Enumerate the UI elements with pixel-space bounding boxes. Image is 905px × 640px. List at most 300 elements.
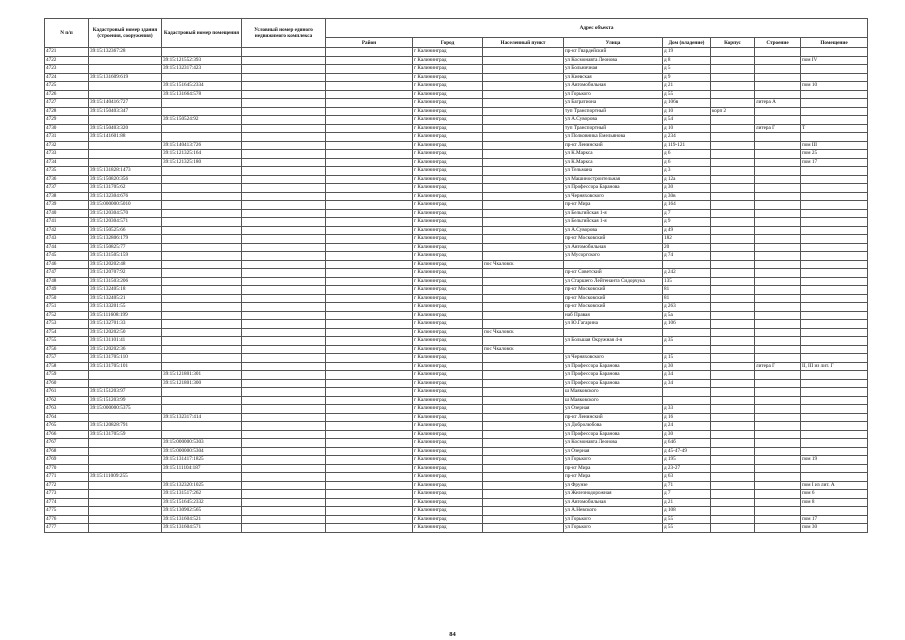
cell-cond-complex: [242, 124, 326, 133]
cell-room: [801, 371, 868, 380]
table-row: [45, 107, 868, 116]
cell-district: [326, 388, 413, 397]
cell-cad-building: 39:15:000000:5375: [89, 405, 162, 414]
cell-stroenie: [755, 405, 801, 414]
cell-settlement: [483, 209, 564, 218]
cell-cond-complex: [242, 337, 326, 346]
cell-num: 4755: [45, 337, 89, 346]
cell-cad-building: 39:15:131828:1473: [89, 167, 162, 176]
cell-num: 4773: [45, 490, 89, 499]
cell-district: [326, 320, 413, 329]
cell-num: 4764: [45, 413, 89, 422]
table-row: [45, 99, 868, 108]
cell-room: пом III: [801, 141, 868, 150]
cell-settlement: [483, 218, 564, 227]
cell-cad-room: [162, 311, 242, 320]
cell-korpus: [711, 243, 755, 252]
cell-num: 4777: [45, 524, 89, 533]
cell-cad-building: [89, 90, 162, 99]
cell-house: д 30: [663, 430, 711, 439]
cell-cad-room: [162, 124, 242, 133]
cell-street: ул Автомобильная: [564, 498, 663, 507]
cell-stroenie: литера А: [755, 99, 801, 108]
cell-stroenie: [755, 498, 801, 507]
table-row: [45, 73, 868, 82]
table-row: [45, 337, 868, 346]
cell-korpus: [711, 277, 755, 286]
cell-korpus: [711, 218, 755, 227]
cell-cad-room: [162, 260, 242, 269]
cell-stroenie: [755, 167, 801, 176]
cell-cad-building: 39:15:131609:619: [89, 73, 162, 82]
cell-settlement: [483, 498, 564, 507]
cell-room: [801, 218, 868, 227]
cell-city: г Калининград: [413, 294, 483, 303]
cell-city: г Калининград: [413, 371, 483, 380]
cell-settlement: [483, 362, 564, 371]
cell-cad-room: [162, 201, 242, 210]
cell-district: [326, 456, 413, 465]
cell-city: г Калининград: [413, 515, 483, 524]
cell-cond-complex: [242, 226, 326, 235]
cell-stroenie: [755, 473, 801, 482]
cell-district: [326, 73, 413, 82]
cell-room: [801, 286, 868, 295]
cell-district: [326, 430, 413, 439]
cell-stroenie: [755, 201, 801, 210]
cell-num: 4723: [45, 65, 89, 74]
cell-district: [326, 507, 413, 516]
cell-stroenie: [755, 396, 801, 405]
cell-settlement: [483, 473, 564, 482]
cell-street: ул Мусоргского: [564, 252, 663, 261]
cell-room: пом 10: [801, 82, 868, 91]
cell-korpus: [711, 430, 755, 439]
cell-num: 4726: [45, 90, 89, 99]
cell-cad-room: 39:15:121325:164: [162, 150, 242, 159]
cell-cond-complex: [242, 311, 326, 320]
cell-korpus: [711, 515, 755, 524]
cell-num: 4740: [45, 209, 89, 218]
cell-street: ул К.Маркса: [564, 158, 663, 167]
cell-cad-building: [89, 65, 162, 74]
cell-korpus: [711, 311, 755, 320]
cell-cad-room: [162, 396, 242, 405]
cell-cad-building: 39:15:120828:791: [89, 422, 162, 431]
cell-district: [326, 252, 413, 261]
object-address-table: [44, 18, 868, 533]
cell-city: г Калининград: [413, 277, 483, 286]
table-row: [45, 498, 868, 507]
cell-street: ул Автомобильная: [564, 243, 663, 252]
cell-cond-complex: [242, 175, 326, 184]
cell-cond-complex: [242, 65, 326, 74]
cell-house: д 234: [663, 133, 711, 142]
cell-cad-room: [162, 218, 242, 227]
cell-street: ул Бельгийская 1-я: [564, 209, 663, 218]
cell-street: пр-кт Советский: [564, 269, 663, 278]
cell-room: [801, 90, 868, 99]
cell-house: [663, 396, 711, 405]
registry-sheet: [44, 18, 867, 533]
cell-room: [801, 209, 868, 218]
cell-cond-complex: [242, 116, 326, 125]
cell-num: 4750: [45, 294, 89, 303]
cell-settlement: [483, 133, 564, 142]
cell-cad-building: [89, 371, 162, 380]
cell-street: туп Транспортный: [564, 124, 663, 133]
cell-house: [663, 260, 711, 269]
cell-settlement: [483, 243, 564, 252]
cell-cad-building: 39:15:120202:48: [89, 260, 162, 269]
cell-district: [326, 439, 413, 448]
cell-cad-building: 39:15:150403:347: [89, 107, 162, 116]
header-city: Город: [413, 38, 483, 48]
cell-district: [326, 201, 413, 210]
cell-city: г Калининград: [413, 439, 483, 448]
cell-cond-complex: [242, 456, 326, 465]
cell-house: д 242: [663, 269, 711, 278]
table-row: [45, 150, 868, 159]
cell-cad-room: [162, 99, 242, 108]
cell-house: д 71: [663, 481, 711, 490]
cell-settlement: [483, 124, 564, 133]
cell-num: 4748: [45, 277, 89, 286]
cell-city: г Калининград: [413, 498, 483, 507]
cell-cad-room: 39:15:131664:578: [162, 90, 242, 99]
page-number: 84: [449, 631, 456, 638]
cell-cad-building: [89, 464, 162, 473]
cell-street: ул Горького: [564, 515, 663, 524]
cell-num: 4729: [45, 116, 89, 125]
cell-city: г Калининград: [413, 107, 483, 116]
cell-cond-complex: [242, 235, 326, 244]
cell-stroenie: [755, 107, 801, 116]
cell-district: [326, 337, 413, 346]
cell-district: [326, 226, 413, 235]
cell-cad-building: 39:15:132701:33: [89, 320, 162, 329]
cell-settlement: [483, 56, 564, 65]
cell-korpus: [711, 99, 755, 108]
cell-cad-room: 39:15:131417:1825: [162, 456, 242, 465]
cell-room: [801, 73, 868, 82]
cell-room: [801, 184, 868, 193]
cell-cond-complex: [242, 209, 326, 218]
cell-num: 4763: [45, 405, 89, 414]
cell-room: [801, 201, 868, 210]
cell-cond-complex: [242, 490, 326, 499]
header-korpus: Корпус: [711, 38, 755, 48]
cell-room: пом 17: [801, 158, 868, 167]
cell-district: [326, 498, 413, 507]
cell-city: г Калининград: [413, 82, 483, 91]
table-row: [45, 116, 868, 125]
cell-settlement: [483, 286, 564, 295]
cell-cad-room: [162, 252, 242, 261]
cell-stroenie: [755, 328, 801, 337]
cell-district: [326, 184, 413, 193]
cell-house: д 9: [663, 73, 711, 82]
cell-room: [801, 48, 868, 57]
cell-house: д 108: [663, 507, 711, 516]
cell-cad-building: 39:15:131101:41: [89, 337, 162, 346]
cell-num: 4745: [45, 252, 89, 261]
cell-korpus: [711, 167, 755, 176]
cell-korpus: [711, 447, 755, 456]
cell-city: г Калининград: [413, 73, 483, 82]
cell-num: 4769: [45, 456, 89, 465]
header-street: Улица: [564, 38, 663, 48]
cell-cad-room: 39:15:121552:393: [162, 56, 242, 65]
cell-cad-building: [89, 447, 162, 456]
cell-settlement: [483, 82, 564, 91]
cell-num: 4732: [45, 141, 89, 150]
cell-district: [326, 396, 413, 405]
cell-cond-complex: [242, 498, 326, 507]
cell-street: ш Маяковского: [564, 396, 663, 405]
cell-cad-building: 39:15:111608:199: [89, 311, 162, 320]
cell-city: г Калининград: [413, 124, 483, 133]
cell-cond-complex: [242, 396, 326, 405]
cell-city: г Калининград: [413, 48, 483, 57]
cell-cad-room: [162, 209, 242, 218]
cell-district: [326, 235, 413, 244]
cell-house: д 10: [663, 107, 711, 116]
cell-cad-room: [162, 422, 242, 431]
cell-cad-building: 39:15:131705:110: [89, 354, 162, 363]
cell-cond-complex: [242, 464, 326, 473]
cell-city: г Калининград: [413, 490, 483, 499]
cell-stroenie: литера Г: [755, 362, 801, 371]
cell-district: [326, 141, 413, 150]
cell-stroenie: [755, 294, 801, 303]
cell-settlement: [483, 507, 564, 516]
cell-house: д 106: [663, 320, 711, 329]
cell-settlement: [483, 107, 564, 116]
cell-cad-room: [162, 226, 242, 235]
cell-stroenie: [755, 303, 801, 312]
cell-num: 4759: [45, 371, 89, 380]
cell-cad-building: [89, 498, 162, 507]
cell-cad-room: 39:15:131517:262: [162, 490, 242, 499]
cell-house: [663, 328, 711, 337]
cell-cond-complex: [242, 362, 326, 371]
cell-cad-room: 39:15:140413:726: [162, 141, 242, 150]
cell-house: д 63: [663, 473, 711, 482]
cell-district: [326, 405, 413, 414]
cell-stroenie: [755, 337, 801, 346]
table-row: [45, 473, 868, 482]
cell-room: [801, 337, 868, 346]
cell-cad-room: 39:15:000000:5304: [162, 447, 242, 456]
cell-house: д 16: [663, 413, 711, 422]
cell-city: г Калининград: [413, 388, 483, 397]
cell-street: ул Горького: [564, 90, 663, 99]
cell-room: пом 8: [801, 498, 868, 507]
cell-house: д 35: [663, 337, 711, 346]
cell-stroenie: [755, 90, 801, 99]
cell-cad-building: [89, 490, 162, 499]
cell-settlement: [483, 158, 564, 167]
cell-street: ш Маяковского: [564, 388, 663, 397]
cell-num: 4741: [45, 218, 89, 227]
cell-house: д 45-47-49: [663, 447, 711, 456]
cell-stroenie: [755, 73, 801, 82]
cell-house: д 55: [663, 515, 711, 524]
cell-room: пом 30: [801, 524, 868, 533]
cell-cad-building: 39:15:120202:36: [89, 345, 162, 354]
cell-city: г Калининград: [413, 218, 483, 227]
cell-settlement: [483, 371, 564, 380]
cell-house: д 10: [663, 124, 711, 133]
cell-city: г Калининград: [413, 150, 483, 159]
cell-settlement: [483, 354, 564, 363]
cell-street: пр-кт Московский: [564, 235, 663, 244]
cell-cad-room: 39:15:131604:521: [162, 515, 242, 524]
cell-city: г Калининград: [413, 90, 483, 99]
cell-stroenie: [755, 158, 801, 167]
cell-city: г Калининград: [413, 422, 483, 431]
cell-stroenie: [755, 235, 801, 244]
cell-cond-complex: [242, 388, 326, 397]
cell-cad-building: 39:15:120202:50: [89, 328, 162, 337]
cell-cad-room: [162, 320, 242, 329]
cell-city: г Калининград: [413, 158, 483, 167]
cell-cond-complex: [242, 269, 326, 278]
cell-house: 135: [663, 277, 711, 286]
cell-street: ул Профессора Баранова: [564, 430, 663, 439]
table-row: [45, 379, 868, 388]
cell-house: д 9: [663, 218, 711, 227]
cell-cad-building: [89, 413, 162, 422]
cell-stroenie: [755, 48, 801, 57]
cell-cond-complex: [242, 218, 326, 227]
cell-room: [801, 133, 868, 142]
cell-stroenie: [755, 464, 801, 473]
cell-cad-building: [89, 150, 162, 159]
cell-cad-room: 39:15:132320:1025: [162, 481, 242, 490]
cell-settlement: [483, 99, 564, 108]
cell-num: 4722: [45, 56, 89, 65]
cell-house: д 55: [663, 524, 711, 533]
cell-num: 4760: [45, 379, 89, 388]
table-row: [45, 158, 868, 167]
cell-street: ул Космонавта Леонова: [564, 439, 663, 448]
cell-cad-building: 39:15:000000:5010: [89, 201, 162, 210]
cell-cond-complex: [242, 524, 326, 533]
cell-korpus: [711, 286, 755, 295]
cell-cad-room: [162, 354, 242, 363]
cell-num: 4742: [45, 226, 89, 235]
cell-cad-building: 39:15:131705:59: [89, 430, 162, 439]
table-row: [45, 209, 868, 218]
cell-settlement: [483, 481, 564, 490]
header-house: Дом (владение): [663, 38, 711, 48]
cell-num: 4744: [45, 243, 89, 252]
cell-city: г Калининград: [413, 362, 483, 371]
cell-stroenie: [755, 490, 801, 499]
cell-house: д 7: [663, 490, 711, 499]
cell-house: д 8: [663, 56, 711, 65]
cell-city: г Калининград: [413, 464, 483, 473]
cell-cad-room: [162, 48, 242, 57]
cell-cond-complex: [242, 141, 326, 150]
cell-settlement: [483, 192, 564, 201]
cell-settlement: [483, 175, 564, 184]
cell-korpus: [711, 328, 755, 337]
cell-korpus: [711, 337, 755, 346]
table-row: [45, 201, 868, 210]
cell-korpus: [711, 141, 755, 150]
cell-district: [326, 379, 413, 388]
cell-cond-complex: [242, 439, 326, 448]
cell-cad-building: 39:15:150403:320: [89, 124, 162, 133]
cell-cad-building: 39:15:150825:77: [89, 243, 162, 252]
table-row: [45, 396, 868, 405]
cell-cond-complex: [242, 252, 326, 261]
cell-room: [801, 116, 868, 125]
cell-korpus: [711, 260, 755, 269]
cell-korpus: [711, 226, 755, 235]
cell-cad-building: 39:15:141601:88: [89, 133, 162, 142]
cell-stroenie: [755, 481, 801, 490]
cell-korpus: [711, 82, 755, 91]
cell-korpus: [711, 294, 755, 303]
cell-cad-room: [162, 286, 242, 295]
cell-cond-complex: [242, 345, 326, 354]
table-row: [45, 413, 868, 422]
cell-cad-building: 39:15:131705:101: [89, 362, 162, 371]
cell-stroenie: [755, 65, 801, 74]
cell-stroenie: [755, 430, 801, 439]
cell-district: [326, 354, 413, 363]
cell-num: 4734: [45, 158, 89, 167]
cell-city: г Калининград: [413, 379, 483, 388]
cell-house: д 33: [663, 405, 711, 414]
cell-street: ул К.Маркса: [564, 150, 663, 159]
cell-korpus: [711, 235, 755, 244]
cell-korpus: [711, 473, 755, 482]
table-row: [45, 524, 868, 533]
cell-cad-room: [162, 430, 242, 439]
cell-district: [326, 481, 413, 490]
cell-korpus: [711, 48, 755, 57]
cell-street: ул Железнодорожная: [564, 490, 663, 499]
cell-street: ул Фрунзе: [564, 481, 663, 490]
cell-city: г Калининград: [413, 456, 483, 465]
cell-stroenie: [755, 192, 801, 201]
cell-city: г Калининград: [413, 99, 483, 108]
cell-korpus: [711, 456, 755, 465]
cell-city: г Калининград: [413, 328, 483, 337]
cell-room: [801, 439, 868, 448]
cell-num: 4746: [45, 260, 89, 269]
cell-cad-room: 39:15:130902:565: [162, 507, 242, 516]
cell-house: д 64б: [663, 439, 711, 448]
cell-cond-complex: [242, 48, 326, 57]
cell-cad-building: [89, 481, 162, 490]
table-row: [45, 405, 868, 414]
cell-stroenie: [755, 439, 801, 448]
cell-num: 4762: [45, 396, 89, 405]
cell-room: [801, 260, 868, 269]
cell-korpus: [711, 320, 755, 329]
cell-settlement: [483, 311, 564, 320]
cell-stroenie: [755, 354, 801, 363]
table-row: [45, 464, 868, 473]
cell-stroenie: [755, 218, 801, 227]
cell-street: пр-кт Московский: [564, 286, 663, 295]
